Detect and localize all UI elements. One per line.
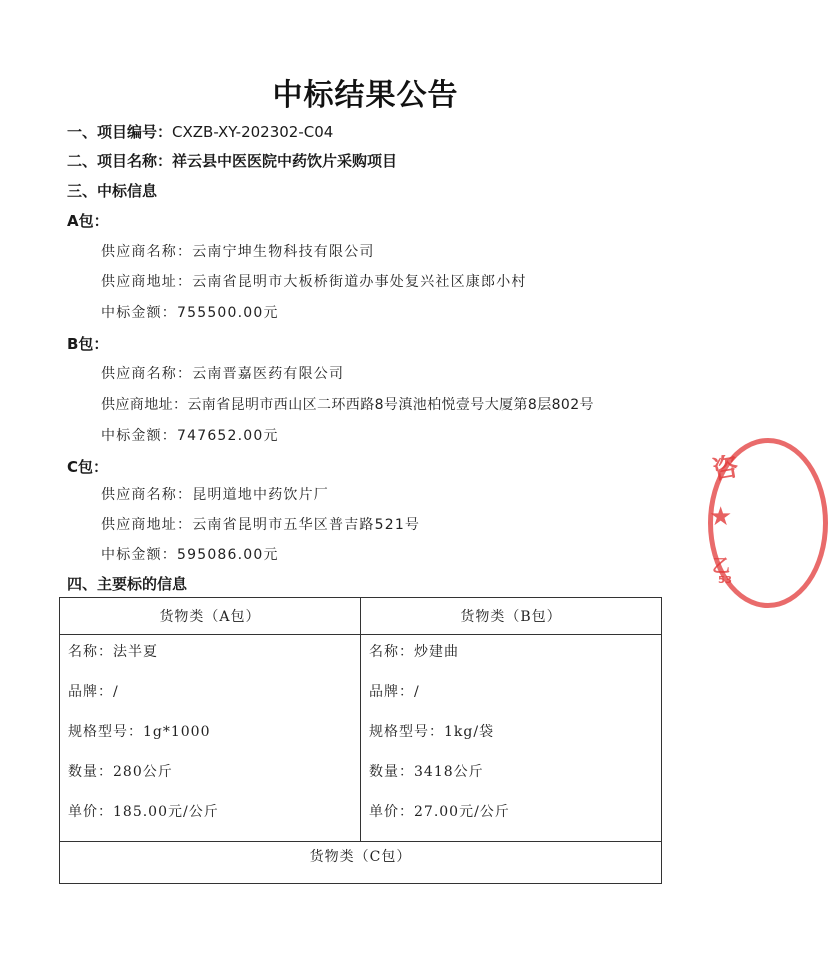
goods-name: 名称：炒建曲 (369, 644, 459, 660)
package-a-address (101, 271, 527, 291)
main-subject-heading: 四、主要标的信息 (67, 575, 188, 593)
project-number-value: CXZB-XY-202302-C04 (172, 123, 334, 141)
project-name-value: 祥云县中医医院中药饮片采购项目 (172, 152, 398, 170)
supplier-label: 供应商名称： (101, 244, 193, 260)
address-label: 供应商地址： (101, 517, 193, 533)
goods-brand: 品牌：/ (68, 684, 119, 700)
package-a-supplier (101, 241, 375, 261)
seal-char-2: 乙 (712, 556, 730, 577)
goods-unit-price: 单价：185.00元/公斤 (68, 804, 219, 820)
address-label: 供应商地址： (101, 397, 188, 413)
address-value: 云南省昆明市五华区普吉路521号 (192, 517, 421, 533)
goods-quantity: 数量：3418公斤 (369, 764, 484, 780)
col-b-header: 货物类（B包） (361, 598, 662, 635)
package-b-heading: B包： (67, 335, 109, 353)
col-a-header: 货物类（A包） (60, 598, 361, 635)
goods-table (59, 597, 662, 884)
page-title: 中标结果公告 (272, 78, 459, 113)
amount-value: 755500.00元 (177, 305, 279, 321)
package-b-goods-cell (361, 635, 662, 842)
project-name-label: 二、项目名称： (67, 152, 173, 170)
col-c-header: 货物类（C包） (60, 842, 662, 884)
package-a-amount (101, 302, 279, 322)
amount-value: 595086.00元 (177, 547, 279, 563)
package-b-address (101, 394, 594, 414)
amount-label: 中标金额： (101, 547, 177, 563)
address-value: 云南省昆明市大板桥街道办事处复兴社区康郎小村 (192, 274, 527, 290)
package-b-supplier (101, 363, 344, 383)
package-c-amount (101, 544, 279, 564)
goods-name: 名称：法半夏 (68, 644, 158, 660)
amount-label: 中标金额： (101, 305, 177, 321)
seal-char-1: 咨 (710, 451, 741, 486)
goods-spec: 规格型号：1kg/袋 (369, 724, 495, 740)
address-label: 供应商地址： (101, 274, 193, 290)
package-c-address (101, 514, 420, 534)
address-value: 云南省昆明市西山区二环西路8号滇池柏悦壹号大厦第8层802号 (187, 397, 594, 413)
supplier-value: 云南宁坤生物科技有限公司 (192, 244, 375, 260)
seal-star-icon: ★ (709, 502, 733, 532)
package-b-amount (101, 425, 279, 445)
project-number-line (67, 121, 333, 142)
goods-brand: 品牌：/ (369, 684, 420, 700)
supplier-label: 供应商名称： (101, 487, 193, 503)
project-name-line (67, 150, 397, 171)
goods-unit-price: 单价：27.00元/公斤 (369, 804, 510, 820)
supplier-value: 云南晋嘉医药有限公司 (192, 366, 345, 382)
supplier-value: 昆明道地中药饮片厂 (192, 487, 330, 503)
goods-quantity: 数量：280公斤 (68, 764, 173, 780)
package-a-goods-cell (60, 635, 361, 842)
amount-label: 中标金额： (101, 428, 177, 444)
project-number-label: 一、项目编号： (67, 123, 173, 141)
package-c-supplier (101, 484, 329, 504)
package-a-heading: A包： (67, 212, 109, 230)
supplier-label: 供应商名称： (101, 366, 193, 382)
award-info-heading: 三、中标信息 (67, 182, 158, 200)
seal-char-3: 53 (718, 575, 732, 586)
amount-value: 747652.00元 (177, 428, 279, 444)
goods-spec: 规格型号：1g*1000 (68, 724, 211, 740)
package-c-heading: C包： (67, 458, 109, 476)
